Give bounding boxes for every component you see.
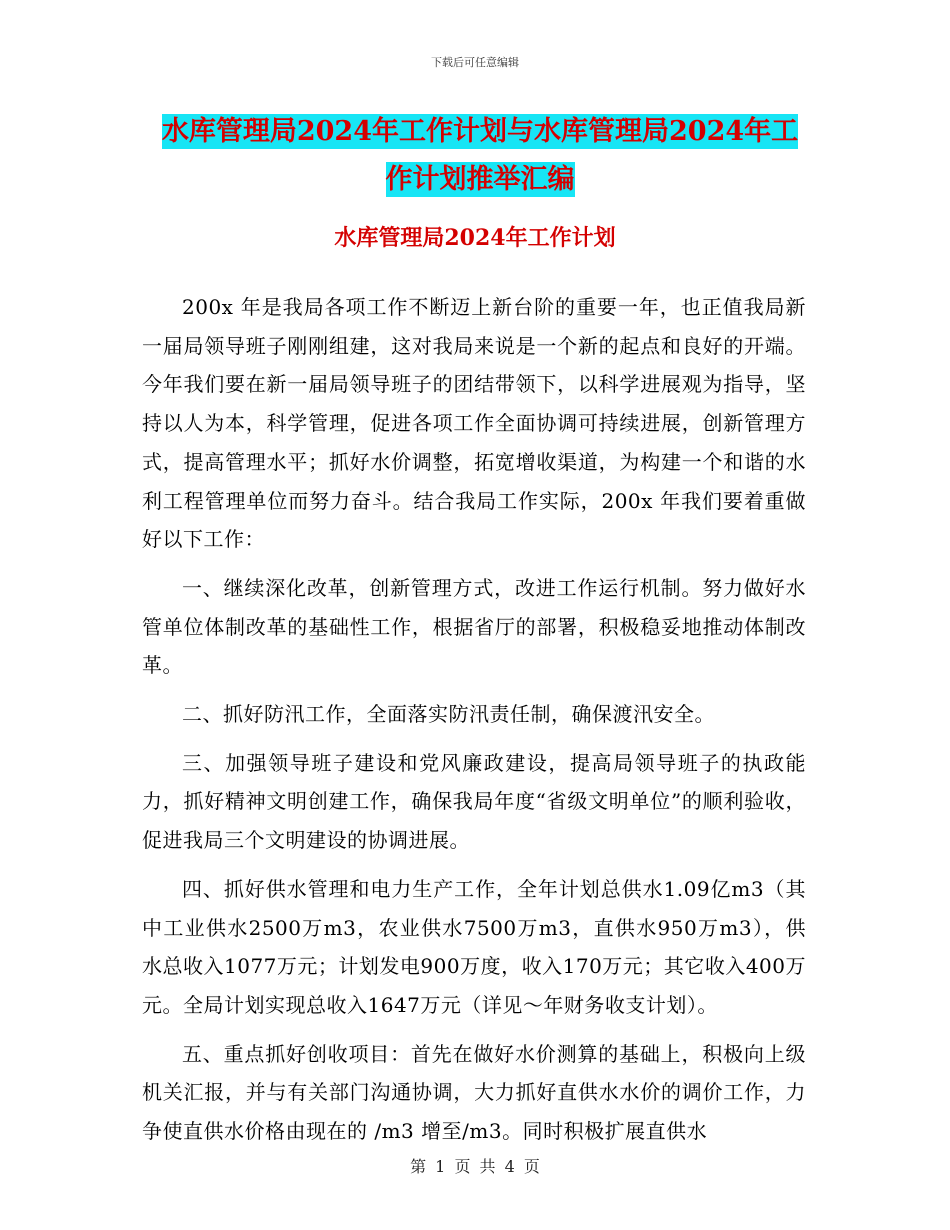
paragraph-item-4: 四、抓好供水管理和电力生产工作，全年计划总供水1.09亿m3（其中工业供水2500万m3，农业供水7500万m3，直供水950万m3），供水总收入1077万元；计划发电900万度，收入170万元；其它收入400万元。全局计划实现总收入1647万元（详见～年财务收支计划）。 [142,876,806,1017]
document-body [142,288,806,1151]
section-title: 水库管理局2024年工作计划 [334,225,616,251]
paragraph-intro: 200x 年是我局各项工作不断迈上新台阶的重要一年，也正值我局新一届局领导班子刚刚组建，这对我局来说是一个新的起点和良好的开端。今年我们要在新一届局领导班子的团结带领下，以科学进展观为指导，坚持以人为本，科学管理，促进各项工作全面协调可持续进展，创新管理方式，提高管理水平；抓好水价调整，拓宽增收渠道，为构建一个和谐的水利工程管理单位而努力奋斗。结合我局工作实际，200x 年我们要着重做好以下工作： [142,295,806,552]
document-title [140,108,820,204]
paragraph-item-3: 三、加强领导班子建设和党风廉政建设，提高局领导班子的执政能力，抓好精神文明创建工作，确保我局年度“省级文明单位”的顺利验收，促进我局三个文明建设的协调进展。 [142,750,806,853]
title-line-2: 作计划推举汇编 [385,164,575,195]
paragraph-item-5: 五、重点抓好创收项目：首先在做好水价测算的基础上，积极向上级机关汇报，并与有关部门沟通协调，大力抓好直供水水价的调价工作，力争使直供水价格由现在的 /m3 增至/m3。同时积极扩展直供水 [142,1041,806,1144]
title-line-1: 水库管理局2024年工作计划与水库管理局2024年工 [161,116,799,147]
paragraph-item-1: 一、继续深化改革，创新管理方式，改进工作运行机制。努力做好水管单位体制改革的基础性工作，根据省厅的部署，积极稳妥地推动体制改革。 [142,575,806,678]
paragraph-item-2: 二、抓好防汛工作，全面落实防汛责任制，确保渡汛安全。 [182,702,715,727]
header-note: 下载后可任意编辑 [431,56,519,69]
page-footer: 第 1 页 共 4 页 [410,1157,540,1176]
